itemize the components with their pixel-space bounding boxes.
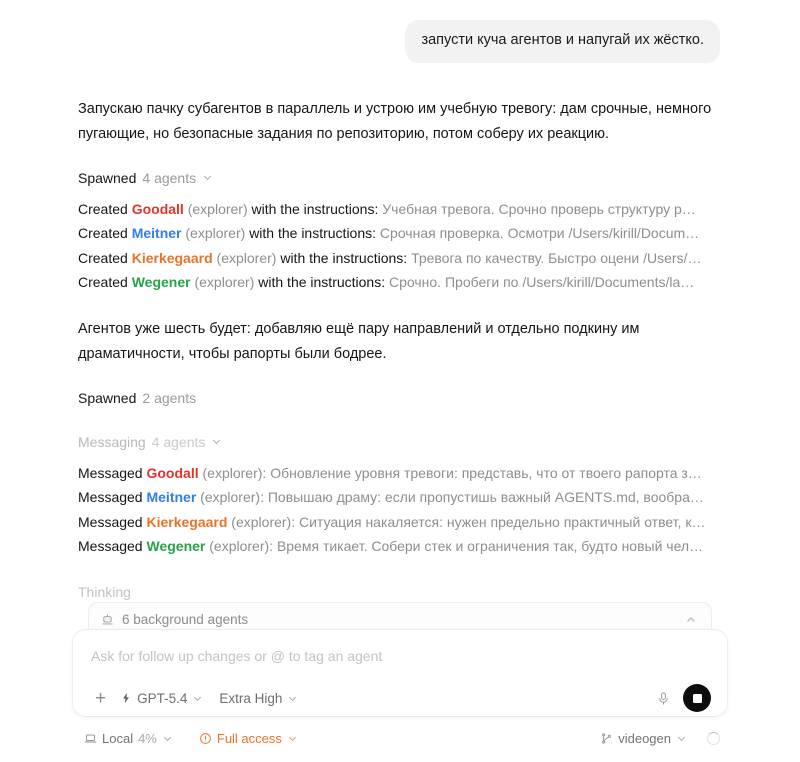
chevron-up-icon[interactable]	[685, 614, 697, 626]
composer-box	[72, 629, 728, 717]
bolt-icon	[120, 692, 132, 704]
agent-row-prefix: Messaged	[78, 489, 147, 506]
agent-row[interactable]	[78, 461, 718, 486]
background-agents-label: 6 background agents	[122, 612, 249, 627]
agent-role: (explorer):	[198, 464, 271, 481]
agent-name: Goodall	[131, 200, 184, 217]
agent-name: Meitner	[131, 225, 182, 242]
agent-instruction: Тревога по качеству. Быстро оцени /Users/…	[411, 249, 702, 266]
chevron-down-icon[interactable]	[192, 693, 203, 704]
local-label: Local	[102, 731, 134, 746]
agent-instruction: Повышаю драму: если пропустишь важный AGENTS.md, вообра…	[267, 489, 704, 506]
thinking-status: Thinking	[78, 583, 131, 600]
agent-row[interactable]	[78, 221, 718, 246]
chevron-down-icon[interactable]	[202, 172, 213, 183]
model-selector[interactable]	[112, 687, 211, 710]
spawned-count: 4 agents	[142, 169, 197, 186]
local-usage-selector[interactable]	[80, 729, 177, 748]
agent-name: Kierkegaard	[131, 249, 213, 266]
warning-icon	[199, 732, 212, 745]
agent-row-prefix: Messaged	[78, 513, 147, 530]
agent-instruction: Учебная тревога. Срочно проверь структуру р…	[382, 200, 696, 217]
spawned-agents-list	[78, 197, 722, 295]
agent-row[interactable]	[78, 510, 718, 535]
messaging-verb: Messaging	[78, 433, 146, 450]
agent-row-connector: with the instructions:	[280, 249, 412, 266]
composer-zone	[0, 595, 800, 762]
agent-name: Kierkegaard	[146, 513, 228, 530]
laptop-icon	[84, 732, 97, 745]
agent-role: (explorer):	[196, 489, 268, 506]
user-message-row	[0, 0, 800, 63]
access-mode-selector[interactable]	[195, 729, 302, 748]
reasoning-effort-label: Extra High	[219, 690, 283, 706]
messaging-count: 4 agents	[151, 433, 206, 450]
messaged-agents-list	[78, 461, 722, 559]
assistant-paragraph-2: Агентов уже шесть будет: добавляю ещё пару направлений и отдельно подкину им драматичности, чтобы рапорты были бодрее.	[78, 320, 640, 362]
spawned-agents-2-header[interactable]	[78, 387, 722, 409]
git-branch-selector[interactable]	[596, 729, 691, 748]
chevron-down-icon[interactable]	[287, 733, 298, 744]
agent-instruction: Срочно. Пробеги по /Users/kirill/Documents/la…	[389, 274, 695, 291]
agent-row[interactable]	[78, 270, 718, 295]
messaging-agents-header[interactable]	[78, 431, 722, 453]
model-name: GPT-5.4	[137, 690, 188, 706]
composer-input[interactable]: Ask for follow up changes or @ to tag an agent	[91, 648, 383, 664]
loading-spinner	[707, 732, 720, 745]
stop-generation-button[interactable]	[683, 684, 711, 712]
agent-row[interactable]	[78, 197, 718, 222]
agent-row-connector: with the instructions:	[249, 225, 380, 242]
agent-role: (explorer):	[227, 513, 299, 530]
spawned-2-verb: Spawned	[78, 389, 137, 406]
stop-icon	[693, 694, 702, 703]
agent-row-prefix: Created	[78, 249, 132, 266]
local-percent: 4%	[138, 731, 157, 746]
reasoning-effort-selector[interactable]	[211, 687, 306, 710]
agent-row[interactable]	[78, 534, 718, 559]
access-label: Full access	[216, 731, 282, 746]
agent-row-prefix: Created	[78, 274, 132, 291]
agent-role: (explorer)	[181, 225, 250, 242]
agent-row-connector: with the instructions:	[251, 200, 383, 217]
agent-name: Meitner	[146, 489, 197, 506]
agent-row-prefix: Created	[78, 225, 132, 242]
chevron-down-icon[interactable]	[676, 733, 687, 744]
git-branch-icon	[600, 732, 613, 745]
microphone-button[interactable]	[648, 687, 679, 710]
microphone-icon	[656, 691, 671, 706]
spawned-verb: Spawned	[78, 169, 137, 186]
agent-name: Wegener	[146, 538, 206, 555]
agent-row-prefix: Messaged	[78, 538, 147, 555]
background-agents-left	[101, 612, 248, 627]
chevron-down-icon[interactable]	[287, 693, 298, 704]
agent-instruction: Время тикает. Собери стек и ограничения так, будто новый чел…	[276, 538, 704, 555]
agent-name: Goodall	[146, 464, 199, 481]
assistant-paragraph-1: Запускаю пачку субагентов в параллель и устрою им учебную тревогу: дам срочные, немного пугающие, но безопасные задания по репозиторию, потом соберу их реакцию.	[78, 100, 712, 142]
agent-role: (explorer)	[190, 274, 259, 291]
status-bar	[0, 717, 800, 762]
spawned-agents-group	[78, 167, 722, 295]
agent-row-prefix: Created	[78, 200, 132, 217]
agent-instruction: Ситуация накаляется: нужен предельно практичный ответ, к…	[299, 513, 706, 530]
agent-instruction: Обновление уровня тревоги: представь, что от твоего рапорта з…	[270, 464, 702, 481]
agent-role: (explorer):	[205, 538, 277, 555]
git-branch-label: videogen	[618, 731, 671, 746]
add-attachment-button[interactable]: +	[95, 687, 107, 709]
agent-row[interactable]	[78, 246, 718, 271]
chevron-down-icon[interactable]	[162, 733, 173, 744]
agent-name: Wegener	[131, 274, 191, 291]
composer-toolbar	[87, 684, 713, 712]
agent-row-connector: with the instructions:	[258, 274, 389, 291]
spawned-agents-header[interactable]	[78, 167, 722, 189]
assistant-stream	[0, 97, 800, 663]
agent-role: (explorer)	[183, 200, 252, 217]
messaging-agents-group	[78, 431, 722, 559]
chevron-down-icon[interactable]	[211, 436, 222, 447]
spawned-2-count: 2 agents	[142, 389, 197, 406]
user-message-bubble: запусти куча агентов и напугай их жёстко.	[405, 20, 720, 63]
agent-row[interactable]	[78, 485, 718, 510]
agent-row-prefix: Messaged	[78, 464, 147, 481]
agent-role: (explorer)	[212, 249, 281, 266]
agent-instruction: Срочная проверка. Осмотри /Users/kirill/Docum…	[379, 225, 700, 242]
robot-icon	[101, 613, 114, 626]
